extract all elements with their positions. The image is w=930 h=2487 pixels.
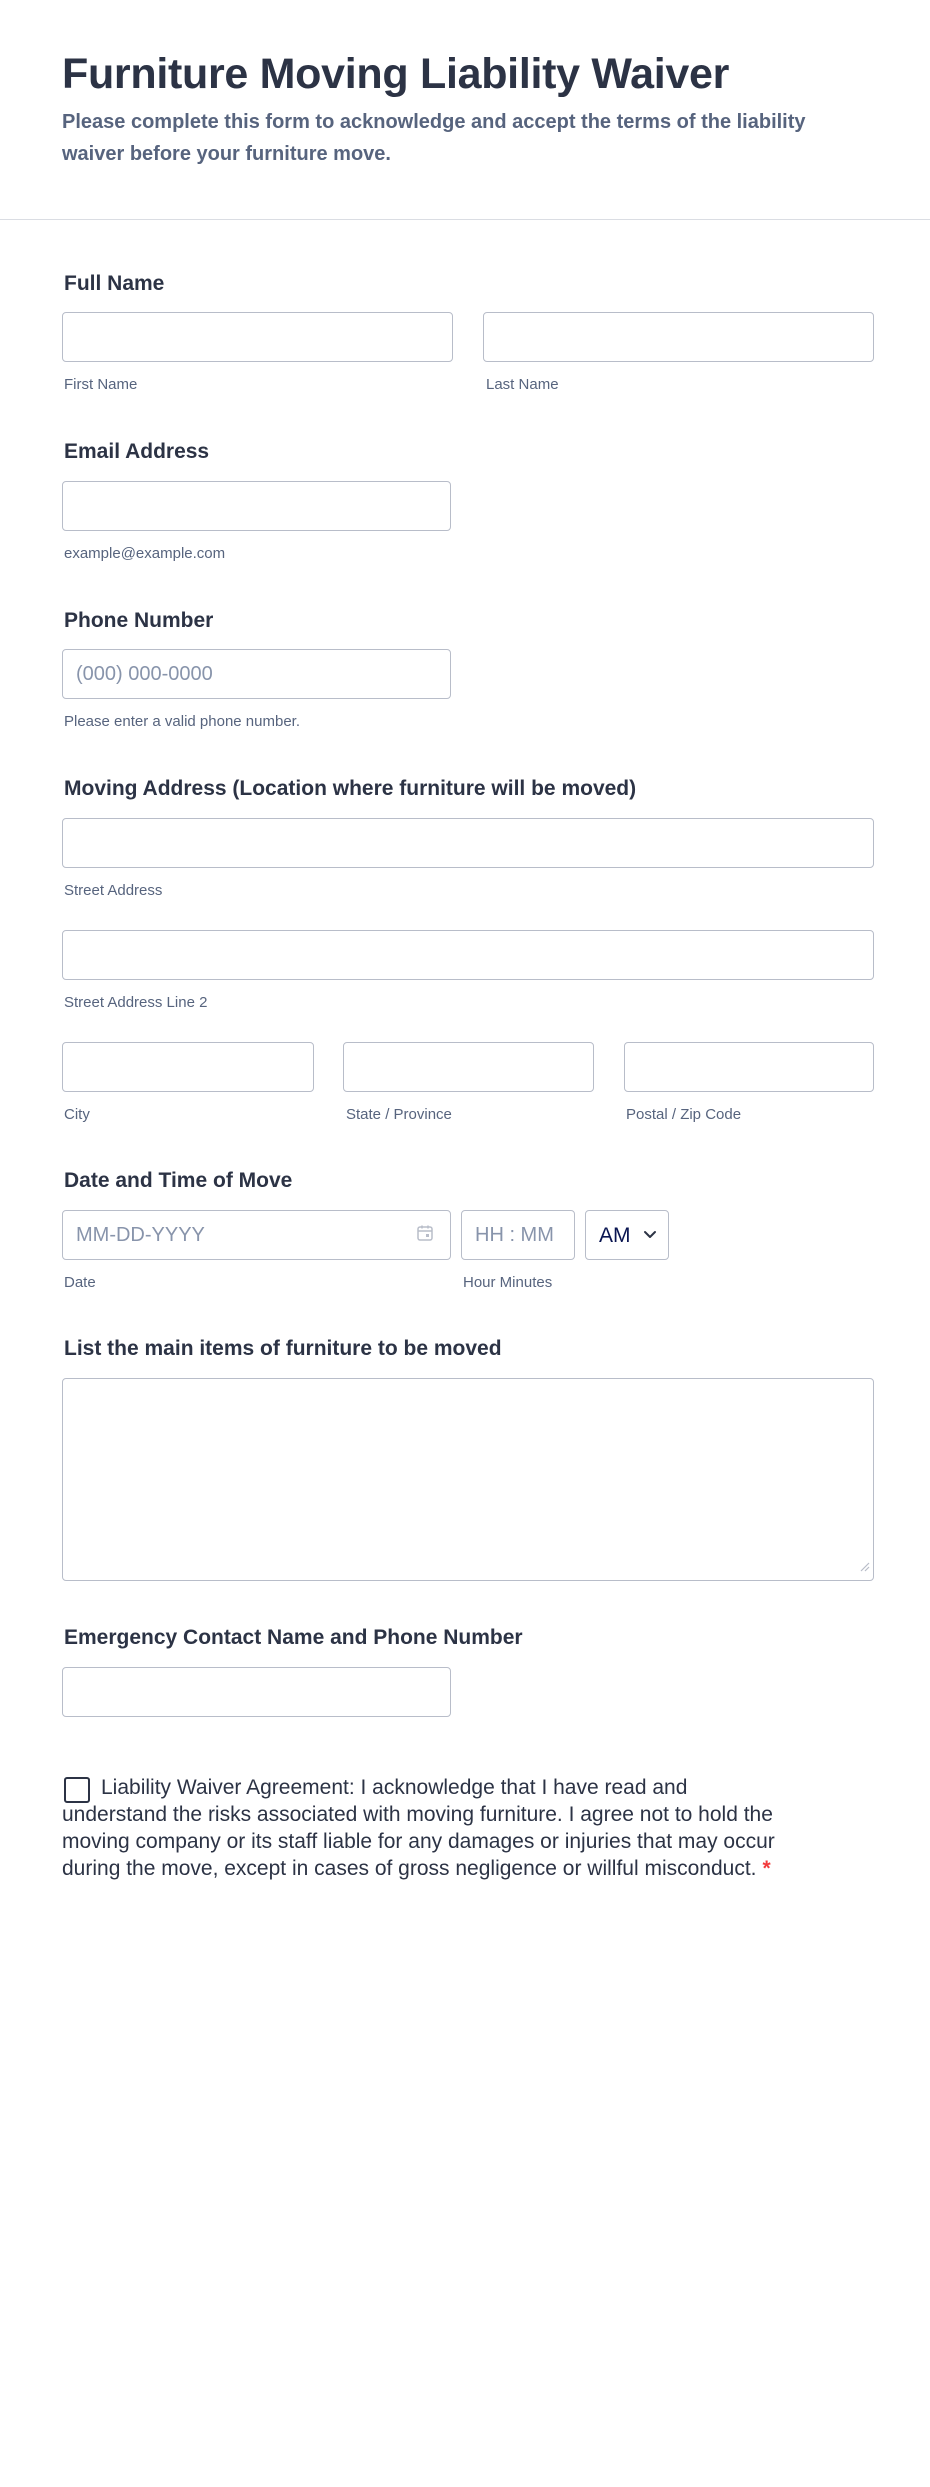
zip-sublabel: Postal / Zip Code — [626, 1106, 742, 1123]
resize-handle-icon[interactable] — [858, 1560, 870, 1572]
ampm-value: AM — [599, 1224, 631, 1247]
calendar-icon[interactable] — [416, 1224, 434, 1242]
emergency-contact-input[interactable] — [62, 1667, 451, 1717]
last-name-input[interactable] — [483, 312, 874, 362]
date-input[interactable] — [62, 1210, 451, 1260]
state-sublabel: State / Province — [346, 1106, 452, 1123]
state-input[interactable] — [343, 1042, 594, 1092]
phone-label: Phone Number — [64, 609, 214, 632]
last-name-sublabel: Last Name — [486, 376, 559, 393]
chevron-down-icon — [642, 1229, 658, 1241]
phone-input[interactable] — [62, 649, 451, 699]
first-name-sublabel: First Name — [64, 376, 138, 393]
email-input[interactable] — [62, 481, 451, 531]
street-address-input[interactable] — [62, 818, 874, 868]
first-name-input[interactable] — [62, 312, 453, 362]
date-sublabel: Date — [64, 1274, 96, 1291]
agreement-label: Liability Waiver Agreement: I acknowledge that I have read and understand the risks associated with moving furniture. I agree not to hold the moving company or its staff liable for any damages or injuries that may occur during the move, except in cases of gross negligence or willful misconduct. — [62, 1776, 775, 1880]
furniture-textarea[interactable] — [62, 1378, 874, 1581]
time-input[interactable] — [461, 1210, 575, 1260]
zip-input[interactable] — [624, 1042, 874, 1092]
form-header — [0, 0, 930, 220]
agreement-checkbox[interactable] — [64, 1777, 90, 1803]
email-sublabel: example@example.com — [64, 545, 226, 562]
emergency-contact-label: Emergency Contact Name and Phone Number — [64, 1626, 523, 1649]
full-name-label: Full Name — [64, 272, 165, 295]
required-mark: * — [762, 1857, 771, 1880]
street-address-line2-input[interactable] — [62, 930, 874, 980]
agreement-text — [62, 1774, 782, 1882]
form-subtitle: Please complete this form to acknowledge and accept the terms of the liability waiver before your furniture move. — [62, 111, 806, 165]
street-address-sublabel: Street Address — [64, 882, 163, 899]
email-label: Email Address — [64, 440, 210, 463]
city-input[interactable] — [62, 1042, 314, 1092]
city-sublabel: City — [64, 1106, 90, 1123]
phone-sublabel: Please enter a valid phone number. — [64, 713, 300, 730]
street-address-line2-sublabel: Street Address Line 2 — [64, 994, 208, 1011]
address-label: Moving Address (Location where furniture will be moved) — [64, 777, 637, 800]
time-sublabel: Hour Minutes — [463, 1274, 553, 1291]
datetime-label: Date and Time of Move — [64, 1169, 293, 1192]
furniture-label: List the main items of furniture to be moved — [64, 1337, 502, 1360]
ampm-select[interactable] — [585, 1210, 669, 1260]
form-title: Furniture Moving Liability Waiver — [62, 50, 730, 98]
